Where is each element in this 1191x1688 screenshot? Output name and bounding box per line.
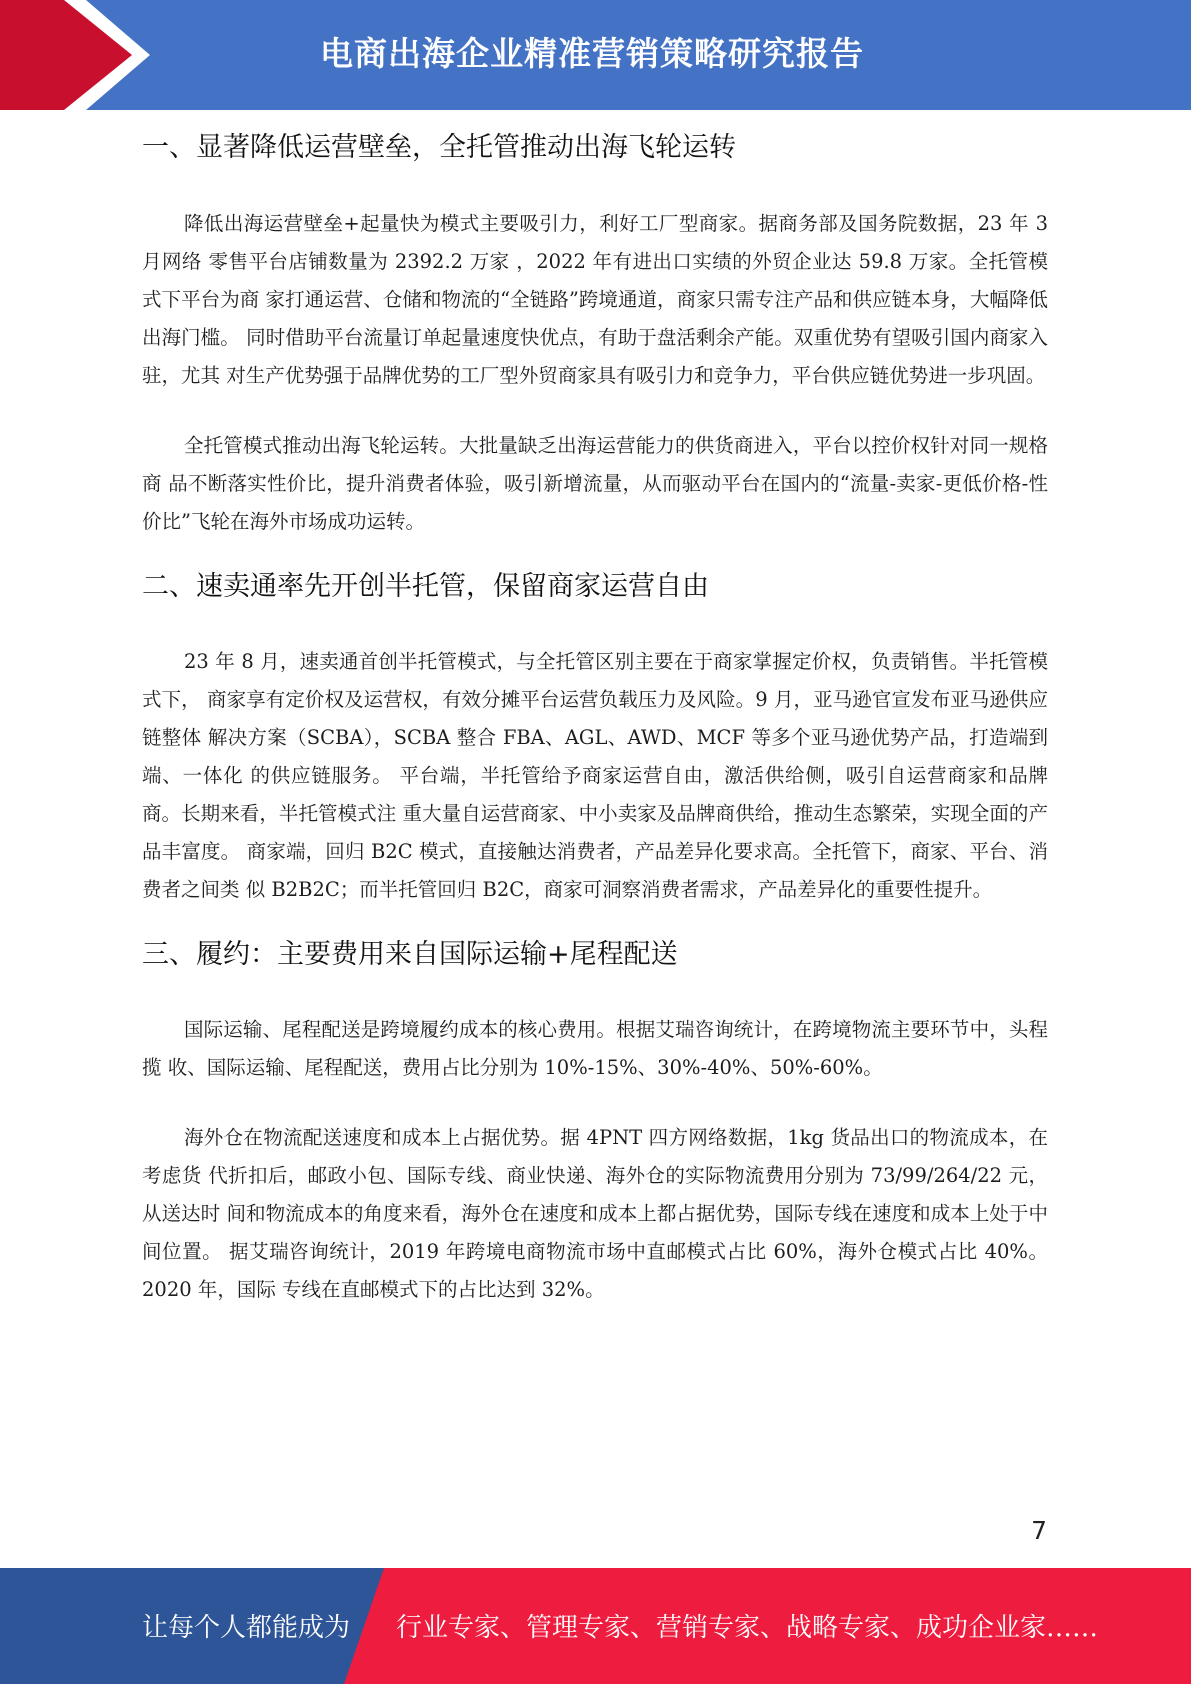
main-content — [142, 128, 1048, 1309]
section-heading: 二、速卖通率先开创半托管，保留商家运营自由 — [142, 571, 709, 602]
paragraph: 全托管模式推动出海飞轮运转。大批量缺乏出海运营能力的供货商进入，平台以控价权针对同一规格商 品不断落实性价比，提升消费者体验，吸引新增流量，从而驱动平台在国内的“流量-卖家-更低价格-性 价比”飞轮在海外市场成功运转。 — [142, 434, 1048, 533]
footer-slogan-left: 让每个人都能成为 — [142, 1613, 351, 1643]
section-heading: 一、显著降低运营壁垒，全托管推动出海飞轮运转 — [142, 132, 736, 163]
page-header — [0, 0, 1191, 110]
footer-slogan-right: 行业专家、管理专家、营销专家、战略专家、成功企业家…… — [396, 1613, 1099, 1643]
paragraph: 23 年 8 月，速卖通首创半托管模式，与全托管区别主要在于商家掌握定价权，负责销售。半托管模式下， 商家享有定价权及运营权，有效分摊平台运营负载压力及风险。9 月，亚马逊官宣发布亚马逊供应链整体 解决方案（SCBA），SCBA 整合 FBA、AGL、AWD、MCF 等多个亚马逊优势产品，打造端到端、一体化 的供应链服务。 平台端，半托管给予商家运营自由，激活供给侧，吸引自运营商家和品牌商。长期来看，半托管模式注 重大量自运营商家、中小卖家及品牌商供给，推动生态繁荣，实现全面的产品丰富度。 商家端，回归 B2C 模式，直接触达消费者，产品差异化要求高。全托管下，商家、平台、消费者之间类 似 B2B2C；而半托管回归 B2C，商家可洞察消费者需求，产品差异化的重要性提升。 — [142, 650, 1048, 901]
page-footer — [0, 1568, 1191, 1684]
paragraph: 国际运输、尾程配送是跨境履约成本的核心费用。根据艾瑞咨询统计，在跨境物流主要环节中，头程揽 收、国际运输、尾程配送，费用占比分别为 10%-15%、30%-40%、50%-60%。 — [142, 1018, 1048, 1079]
paragraph: 降低出海运营壁垒+起量快为模式主要吸引力，利好工厂型商家。据商务部及国务院数据，23 年 3 月网络 零售平台店铺数量为 2392.2 万家 ，2022 年有进出口实绩的外贸企业达 59.8 万家。全托管模式下平台为商 家打通运营、仓储和物流的“全链路”跨境通道，商家只需专注产品和供应链本身，大幅降低出海门槛。 同时借助平台流量订单起量速度快优点，有助于盘活剩余产能。双重优势有望吸引国内商家入驻，尤其 对生产优势强于品牌优势的工厂型外贸商家具有吸引力和竞争力，平台供应链优势进一步巩固。 — [142, 212, 1048, 387]
section-heading: 三、履约：主要费用来自国际运输+尾程配送 — [142, 939, 678, 970]
paragraph: 海外仓在物流配送速度和成本上占据优势。据 4PNT 四方网络数据，1kg 货品出口的物流成本，在考虑货 代折扣后，邮政小包、国际专线、商业快递、海外仓的实际物流费用分别为 73/99/264/22 元，从送达时 间和物流成本的角度来看，海外仓在速度和成本上都占据优势，国际专线在速度和成本上处于中间位置。 据艾瑞咨询统计，2019 年跨境电商物流市场中直邮模式占比 60%，海外仓模式占比 40%。2020 年，国际 专线在直邮模式下的占比达到 32%。 — [142, 1126, 1048, 1301]
report-title: 电商出海企业精准营销策略研究报告 — [320, 34, 864, 73]
page-number: 7 — [1031, 1516, 1047, 1545]
